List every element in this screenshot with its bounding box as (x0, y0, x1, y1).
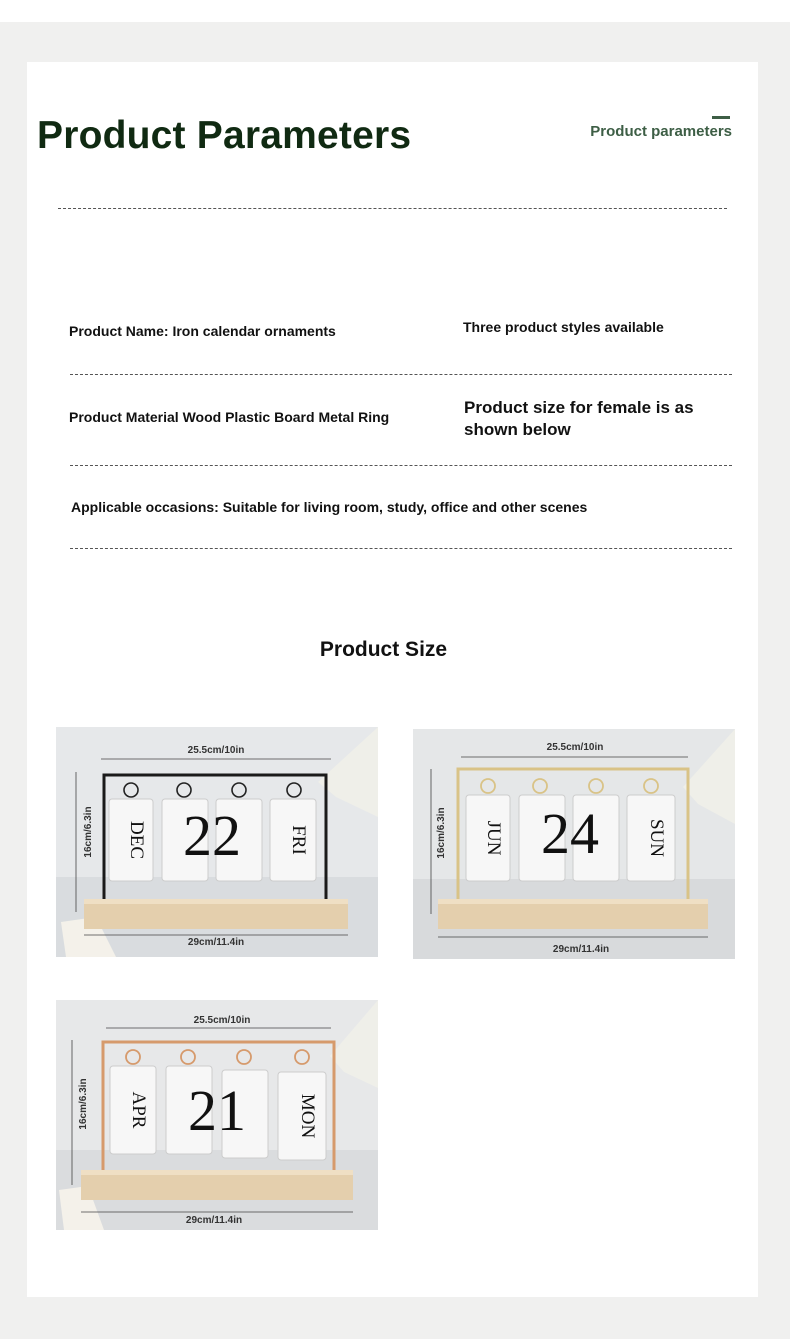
height-label: 16cm/6.3in (78, 1078, 89, 1130)
weekday-card: FRI (288, 825, 309, 855)
calendar-illustration (56, 1000, 378, 1230)
divider (70, 548, 732, 549)
month-card: JUN (483, 820, 504, 856)
month-card: DEC (126, 821, 147, 859)
height-label: 16cm/6.3in (83, 806, 94, 858)
product-photo-black (56, 727, 378, 957)
product-size-title: Product Size (319, 638, 448, 661)
day-card: 21 (188, 1078, 246, 1143)
page-title: Product Parameters (37, 114, 412, 157)
product-photo-gold (413, 729, 735, 959)
param-occasions: Applicable occasions: Suitable for living room, study, office and other scenes (71, 499, 588, 515)
divider (70, 465, 732, 466)
width-label: 25.5cm/10in (546, 742, 604, 753)
section-tag: Product parameters (590, 123, 732, 140)
divider (58, 208, 727, 209)
base-label: 29cm/11.4in (185, 1215, 243, 1226)
param-styles: Three product styles available (463, 319, 664, 335)
base-label: 29cm/11.4in (187, 937, 245, 948)
tag-accent-bar (712, 116, 730, 119)
width-label: 25.5cm/10in (187, 745, 245, 756)
product-photo-rose (56, 1000, 378, 1230)
width-label: 25.5cm/10in (193, 1015, 251, 1026)
month-card: APR (128, 1091, 149, 1129)
param-product-name: Product Name: Iron calendar ornaments (69, 323, 336, 339)
day-card: 22 (183, 803, 241, 868)
base-label: 29cm/11.4in (552, 944, 610, 955)
day-card: 24 (541, 801, 599, 866)
calendar-illustration (413, 729, 735, 959)
weekday-card: SUN (646, 818, 667, 858)
height-label: 16cm/6.3in (436, 807, 447, 859)
top-strip (0, 0, 790, 22)
calendar-illustration (56, 727, 378, 957)
divider (70, 374, 732, 375)
param-size-note: Product size for female is as shown below (464, 398, 694, 439)
param-material: Product Material Wood Plastic Board Metal Ring (69, 409, 390, 425)
weekday-card: MON (297, 1093, 318, 1139)
